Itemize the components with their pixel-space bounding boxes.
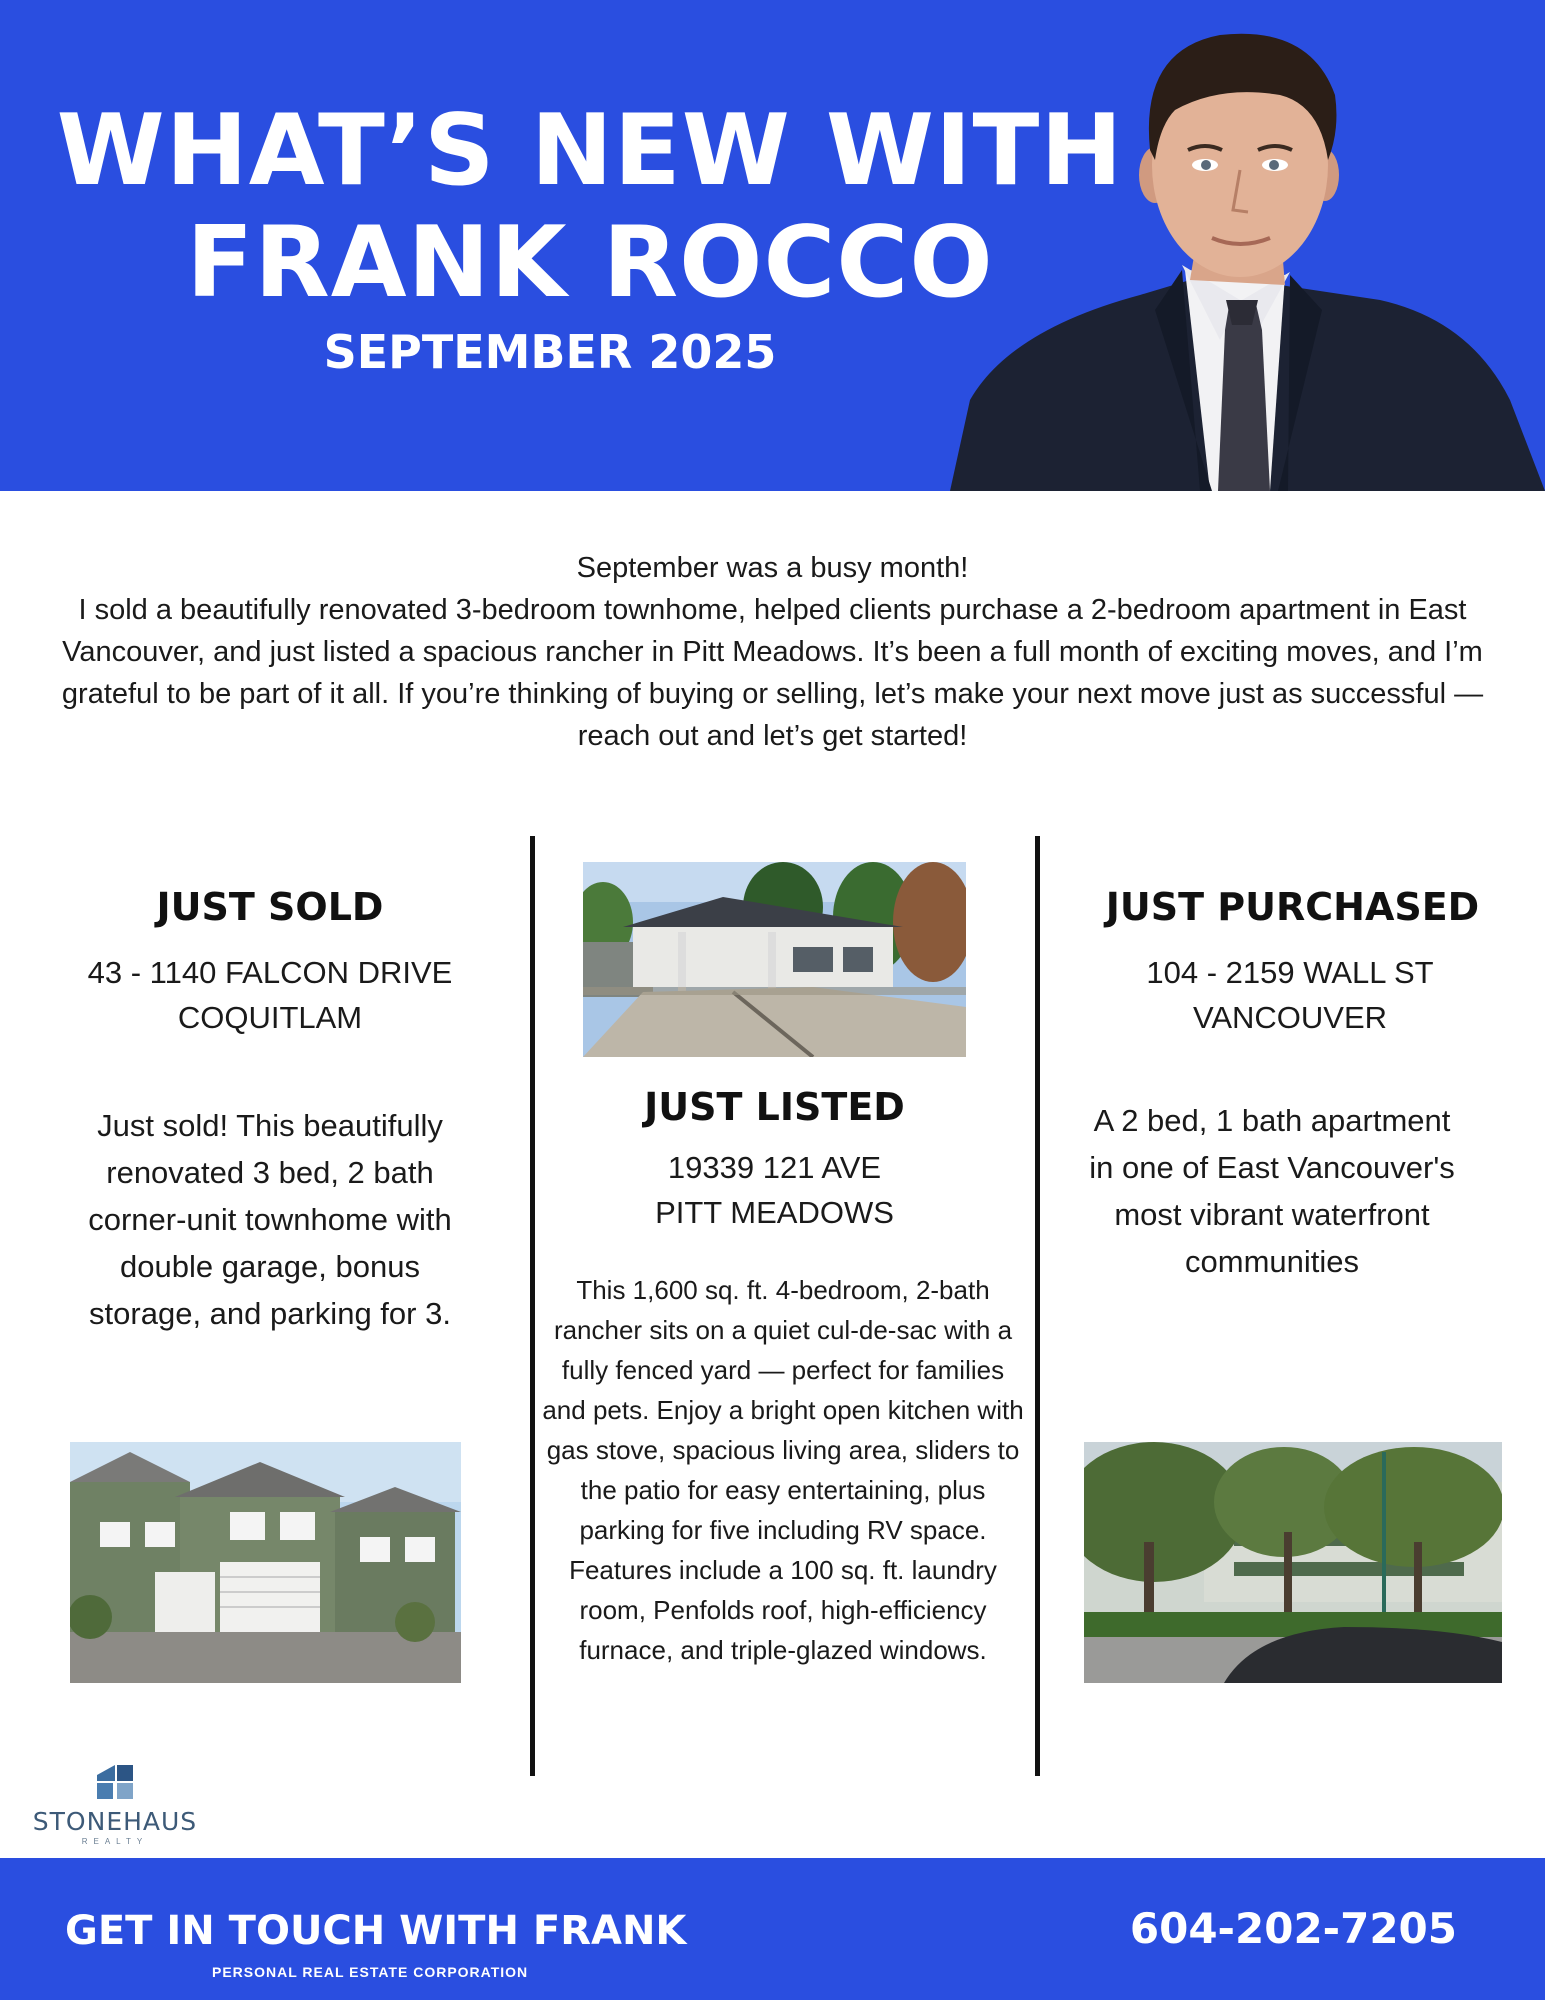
just-listed-title: JUST LISTED	[644, 1085, 905, 1129]
intro-body: I sold a beautifully renovated 3-bedroom townhome, helped clients purchase a 2-bedroom apartment in East Vancouver, and just listed a spacious rancher in Pitt Meadows. It’s been a full month of exciting moves, and I’m grateful to be part of it all. If you’re thinking of buying or selling, let’s make your next move just as successful — reach out and let’s get started!	[61, 594, 1484, 752]
logo-wordmark: STONEHAUS	[32, 1807, 198, 1836]
stonehaus-logo-icon	[97, 1765, 133, 1799]
contact-cta: GET IN TOUCH WITH FRANK	[65, 1908, 687, 1954]
brokerage-logo	[30, 1765, 200, 1845]
just-listed-description: This 1,600 sq. ft. 4-bedroom, 2-bath rancher sits on a quiet cul-de-sac with a fully fenced yard — perfect for families and pets. Enjoy a bright open kitchen with gas stove, spacious living area, sliders to the patio for easy entertaining, plus parking for five including RV space. Features include a 100 sq. ft. laundry room, Penfolds roof, high-efficiency furnace, and triple-glazed windows.	[542, 1275, 1024, 1665]
just-sold-title: JUST SOLD	[156, 885, 384, 929]
column-divider-right	[1035, 836, 1040, 1776]
intro-text	[30, 547, 1515, 757]
newsletter-date: SEPTEMBER 2025	[323, 325, 777, 379]
just-sold-street: 43 - 1140 FALCON DRIVE	[87, 955, 453, 990]
just-purchased-street: 104 - 2159 WALL ST	[1146, 955, 1434, 990]
apartment-photo	[1084, 1442, 1502, 1683]
header-banner	[0, 0, 1545, 491]
corporation-label: PERSONAL REAL ESTATE CORPORATION	[212, 1964, 529, 1980]
just-listed-city: PITT MEADOWS	[655, 1195, 894, 1230]
just-listed-street: 19339 121 AVE	[667, 1150, 882, 1185]
title-line-1: WHAT’S NEW WITH	[56, 94, 1124, 208]
just-purchased-title: JUST PURCHASED	[1105, 885, 1480, 929]
townhome-photo	[70, 1442, 461, 1683]
phone-number[interactable]: 604-202-7205	[1129, 1904, 1457, 1953]
just-purchased-description: A 2 bed, 1 bath apartment in one of East Vancouver's most vibrant waterfront communities	[1089, 1103, 1455, 1279]
just-purchased-city: VANCOUVER	[1192, 1000, 1388, 1035]
just-sold-address	[60, 950, 480, 1040]
logo-tagline: REALTY	[81, 1837, 149, 1846]
just-sold-description: Just sold! This beautifully renovated 3 bed, 2 bath corner-unit townhome with double garage, bonus storage, and parking for 3.	[88, 1108, 452, 1331]
title-line-2: FRANK ROCCO	[186, 206, 994, 320]
rancher-photo	[583, 862, 966, 1057]
just-sold-city: COQUITLAM	[177, 1000, 363, 1035]
agent-portrait	[950, 0, 1545, 491]
just-listed-address	[583, 1145, 966, 1235]
footer-banner	[0, 1858, 1545, 2000]
just-purchased-address	[1090, 950, 1490, 1040]
column-divider-left	[530, 836, 535, 1776]
intro-headline: September was a busy month!	[576, 552, 969, 584]
